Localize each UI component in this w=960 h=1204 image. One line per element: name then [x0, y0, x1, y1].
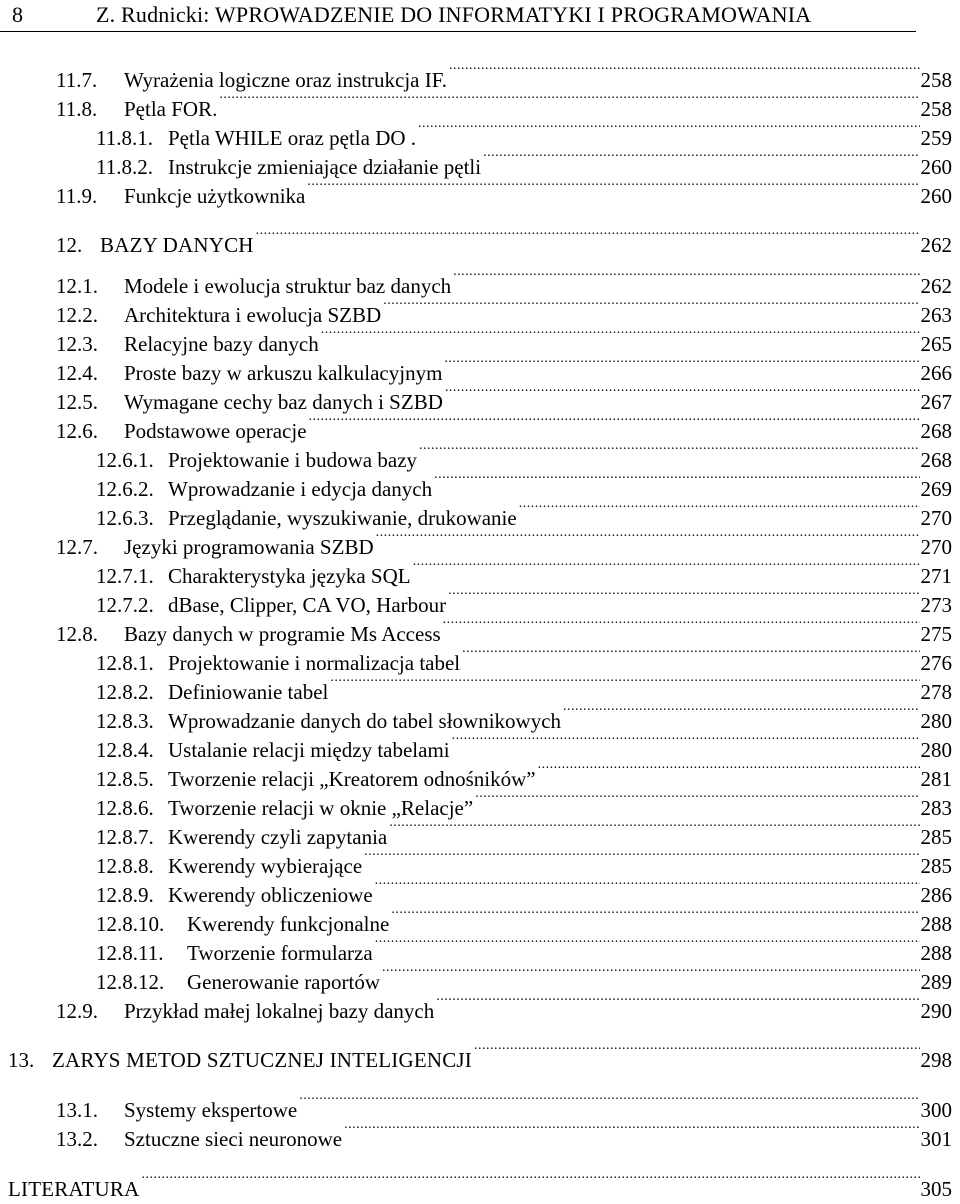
toc-entry-page: 268 — [920, 448, 952, 472]
toc-entry-title: Języki programowania SZBD — [124, 535, 374, 559]
toc-leader-dots — [376, 526, 920, 554]
toc-entry-page: 265 — [920, 332, 952, 356]
toc-leader-dots — [452, 729, 920, 757]
toc-entry — [96, 845, 952, 878]
toc-leader-dots — [453, 265, 919, 293]
toc-entry-page: 267 — [920, 390, 952, 414]
toc-leader-dots — [445, 381, 920, 409]
toc-entry-title: Instrukcje zmieniające działanie pętli — [168, 155, 482, 179]
toc-entry-page: 268 — [920, 419, 952, 443]
toc-entry — [96, 146, 952, 179]
toc-entry-number: 12.6.1. — [96, 448, 154, 472]
toc-leader-dots — [375, 874, 920, 902]
toc-leader-dots — [344, 1118, 919, 1146]
toc-entry — [56, 526, 952, 559]
toc-chapter — [8, 1168, 952, 1201]
toc-leader-dots — [434, 468, 919, 496]
toc-entry-title: Charakterystyka języka SQL — [168, 564, 411, 588]
toc-entry-title: Pętla FOR. — [124, 97, 218, 121]
toc-entry — [96, 468, 952, 501]
toc-leader-dots — [519, 497, 920, 525]
toc-leader-dots — [383, 294, 919, 322]
toc-entry-title: Kwerendy czyli zapytania — [168, 825, 388, 849]
toc-entry-title: BAZY DANYCH — [100, 233, 254, 257]
toc-entry-title: LITERATURA — [8, 1177, 140, 1201]
toc-entry-number: 12.8.7. — [96, 825, 154, 849]
toc-entry-number: 13.1. — [56, 1098, 98, 1122]
toc-entry-number: 12.5. — [56, 390, 98, 414]
toc-entry-title: Przeglądanie, wyszukiwanie, drukowanie — [168, 506, 517, 530]
toc-entry-page: 273 — [920, 593, 952, 617]
toc-entry-title: Kwerendy obliczeniowe — [168, 883, 373, 907]
toc-entry-title: Tworzenie formularza — [187, 941, 373, 965]
toc-leader-dots — [483, 146, 919, 174]
toc-entry — [96, 700, 952, 733]
toc-entry — [96, 932, 952, 965]
toc-entry-page: 269 — [920, 477, 952, 501]
toc-entry — [56, 613, 952, 646]
toc-entry-number: 11.9. — [56, 184, 98, 208]
toc-entry — [96, 816, 952, 849]
toc-entry-number: 11.8.2. — [96, 155, 153, 179]
toc-entry-title: Podstawowe operacje — [124, 419, 307, 443]
toc-entry-page: 260 — [920, 155, 952, 179]
toc-leader-dots — [256, 224, 920, 252]
toc-entry-number: 11.8.1. — [96, 126, 153, 150]
toc-entry-page: 300 — [920, 1098, 952, 1122]
toc-entry-number: 12.4. — [56, 361, 98, 385]
toc-entry — [96, 961, 952, 994]
toc-entry-number: 13.2. — [56, 1127, 98, 1151]
toc-entry-number: 12.8. — [56, 622, 98, 646]
toc-entry-page: 286 — [920, 883, 952, 907]
toc-entry-number: 12.7. — [56, 535, 98, 559]
toc-entry — [56, 88, 952, 121]
toc-entry — [96, 903, 952, 936]
toc-entry-title: Definiowanie tabel — [168, 680, 329, 704]
toc-entry — [96, 439, 952, 472]
toc-entry-number: 11.8. — [56, 97, 98, 121]
toc-entry — [56, 1118, 952, 1151]
toc-entry-title: dBase, Clipper, CA VO, Harbour — [168, 593, 447, 617]
toc-entry — [96, 497, 952, 530]
toc-entry — [56, 265, 952, 298]
toc-entry-number: 12.6. — [56, 419, 98, 443]
toc-entry-number: 12. — [56, 233, 83, 257]
toc-entry-title: Tworzenie relacji w oknie „Relacje” — [168, 796, 474, 820]
toc-entry-title: Modele i ewolucja struktur baz danych — [124, 274, 452, 298]
toc-leader-dots — [330, 671, 919, 699]
toc-chapter — [8, 1039, 952, 1072]
toc-entry-page: 298 — [920, 1048, 952, 1072]
toc-entry — [56, 352, 952, 385]
toc-leader-dots — [436, 990, 919, 1018]
toc-entry-title: Wymagane cechy baz danych i SZBD — [124, 390, 443, 414]
toc-entry-page: 290 — [920, 999, 952, 1023]
toc-leader-dots — [449, 59, 920, 87]
toc-entry-title: Sztuczne sieci neuronowe — [124, 1127, 343, 1151]
toc-leader-dots — [418, 117, 919, 145]
toc-entry-page: 305 — [920, 1177, 952, 1201]
toc-entry-number: 12.8.8. — [96, 854, 154, 878]
toc-entry — [96, 787, 952, 820]
toc-entry — [56, 294, 952, 327]
toc-entry-number: 12.8.10. — [96, 912, 165, 936]
toc-entry-page: 271 — [920, 564, 952, 588]
toc-entry — [56, 323, 952, 356]
page-number: 8 — [12, 2, 23, 27]
toc-entry-title: Projektowanie i budowa bazy — [168, 448, 418, 472]
toc-entry — [96, 117, 952, 150]
toc-entry-title: Kwerendy funkcjonalne — [187, 912, 390, 936]
toc-entry-number: 12.8.1. — [96, 651, 154, 675]
toc-entry-page: 281 — [920, 767, 952, 791]
toc-entry-title: Funkcje użytkownika — [124, 184, 306, 208]
toc-entry-number: 12.8.11. — [96, 941, 164, 965]
toc-entry-page: 260 — [920, 184, 952, 208]
toc-entry-page: 275 — [920, 622, 952, 646]
toc-entry-number: 12.1. — [56, 274, 98, 298]
toc-leader-dots — [391, 903, 919, 931]
toc-leader-dots — [474, 1039, 920, 1067]
toc-entry-page: 289 — [920, 970, 952, 994]
toc-entry — [56, 410, 952, 443]
toc-entry-page: 283 — [920, 796, 952, 820]
toc-entry-page: 301 — [920, 1127, 952, 1151]
toc-entry-number: 12.8.4. — [96, 738, 154, 762]
toc-entry-number: 13. — [8, 1048, 35, 1072]
toc-entry-page: 280 — [920, 738, 952, 762]
toc-entry-title: Pętla WHILE oraz pętla DO . — [168, 126, 417, 150]
toc-entry — [96, 584, 952, 617]
running-title: Z. Rudnicki: WPROWADZENIE DO INFORMATYKI I PROGRAMOWANIA — [96, 2, 812, 27]
toc-entry-number: 12.8.2. — [96, 680, 154, 704]
toc-entry-page: 280 — [920, 709, 952, 733]
toc-leader-dots — [462, 642, 919, 670]
toc-entry-number: 12.7.2. — [96, 593, 154, 617]
toc-entry — [56, 990, 952, 1023]
toc-entry-title: Wprowadzanie danych do tabel słownikowych — [168, 709, 562, 733]
toc-entry-title: Systemy ekspertowe — [124, 1098, 298, 1122]
toc-leader-dots — [219, 88, 919, 116]
toc-entry-page: 276 — [920, 651, 952, 675]
toc-entry-number: 12.8.3. — [96, 709, 154, 733]
toc-entry-page: 285 — [920, 825, 952, 849]
toc-entry — [96, 758, 952, 791]
toc-entry-title: Projektowanie i normalizacja tabel — [168, 651, 461, 675]
toc-entry-page: 278 — [920, 680, 952, 704]
toc-chapter — [56, 224, 952, 257]
toc-leader-dots — [419, 439, 919, 467]
toc-leader-dots — [389, 816, 919, 844]
toc-entry — [96, 642, 952, 675]
toc-leader-dots — [364, 845, 919, 873]
toc-entry-number: 11.7. — [56, 68, 98, 92]
toc-entry-title: Proste bazy w arkuszu kalkulacyjnym — [124, 361, 443, 385]
toc-entry-page: 266 — [920, 361, 952, 385]
toc-entry-number: 12.8.12. — [96, 970, 165, 994]
toc-leader-dots — [321, 323, 920, 351]
toc-leader-dots — [375, 932, 920, 960]
toc-entry-title: Bazy danych w programie Ms Access — [124, 622, 441, 646]
toc-entry-page: 288 — [920, 912, 952, 936]
header-rule — [0, 31, 916, 32]
toc-entry — [96, 874, 952, 907]
toc-entry-title: Relacyjne bazy danych — [124, 332, 319, 356]
toc-entry-title: ZARYS METOD SZTUCZNEJ INTELIGENCJI — [52, 1048, 472, 1072]
toc-entry — [56, 381, 952, 414]
toc-entry-page: 263 — [920, 303, 952, 327]
toc-leader-dots — [443, 613, 920, 641]
toc-entry-page: 258 — [920, 97, 952, 121]
toc-leader-dots — [563, 700, 919, 728]
toc-entry-page: 259 — [920, 126, 952, 150]
toc-leader-dots — [299, 1089, 919, 1117]
toc-leader-dots — [448, 584, 919, 612]
toc-entry — [56, 175, 952, 208]
toc-entry-number: 12.6.2. — [96, 477, 154, 501]
toc-entry-number: 12.8.6. — [96, 796, 154, 820]
page-header — [0, 0, 960, 34]
toc-entry-title: Kwerendy wybierające — [168, 854, 363, 878]
toc-entry-number: 12.8.5. — [96, 767, 154, 791]
toc-entry-page: 258 — [920, 68, 952, 92]
toc-entry-title: Ustalanie relacji między tabelami — [168, 738, 450, 762]
toc-entry-page: 270 — [920, 535, 952, 559]
toc-entry-number: 12.8.9. — [96, 883, 154, 907]
toc-leader-dots — [413, 555, 920, 583]
toc-entry — [96, 671, 952, 704]
toc-entry-title: Wyrażenia logiczne oraz instrukcja IF. — [124, 68, 447, 92]
toc-entry-page: 262 — [920, 233, 952, 257]
toc-entry-page: 262 — [920, 274, 952, 298]
toc-entry-number: 12.3. — [56, 332, 98, 356]
toc-entry — [96, 555, 952, 588]
toc-entry — [56, 59, 952, 92]
toc-entry-page: 285 — [920, 854, 952, 878]
toc-entry-title: Tworzenie relacji „Kreatorem odnośników” — [168, 767, 536, 791]
toc-entry-page: 288 — [920, 941, 952, 965]
toc-entry-title: Generowanie raportów — [187, 970, 380, 994]
toc-leader-dots — [142, 1168, 920, 1196]
toc-entry-title: Przykład małej lokalnej bazy danych — [124, 999, 435, 1023]
toc-entry-number: 12.9. — [56, 999, 98, 1023]
toc-entry-number: 12.7.1. — [96, 564, 154, 588]
toc-entry-number: 12.6.3. — [96, 506, 154, 530]
toc-leader-dots — [475, 787, 919, 815]
toc-leader-dots — [444, 352, 919, 380]
toc-entry — [96, 729, 952, 762]
toc-leader-dots — [382, 961, 920, 989]
toc-leader-dots — [307, 175, 919, 203]
toc-leader-dots — [538, 758, 920, 786]
toc-entry — [56, 1089, 952, 1122]
toc-entry-number: 12.2. — [56, 303, 98, 327]
toc-entry-page: 270 — [920, 506, 952, 530]
toc-entry-title: Wprowadzanie i edycja danych — [168, 477, 433, 501]
toc-leader-dots — [309, 410, 920, 438]
toc-entry-title: Architektura i ewolucja SZBD — [124, 303, 382, 327]
